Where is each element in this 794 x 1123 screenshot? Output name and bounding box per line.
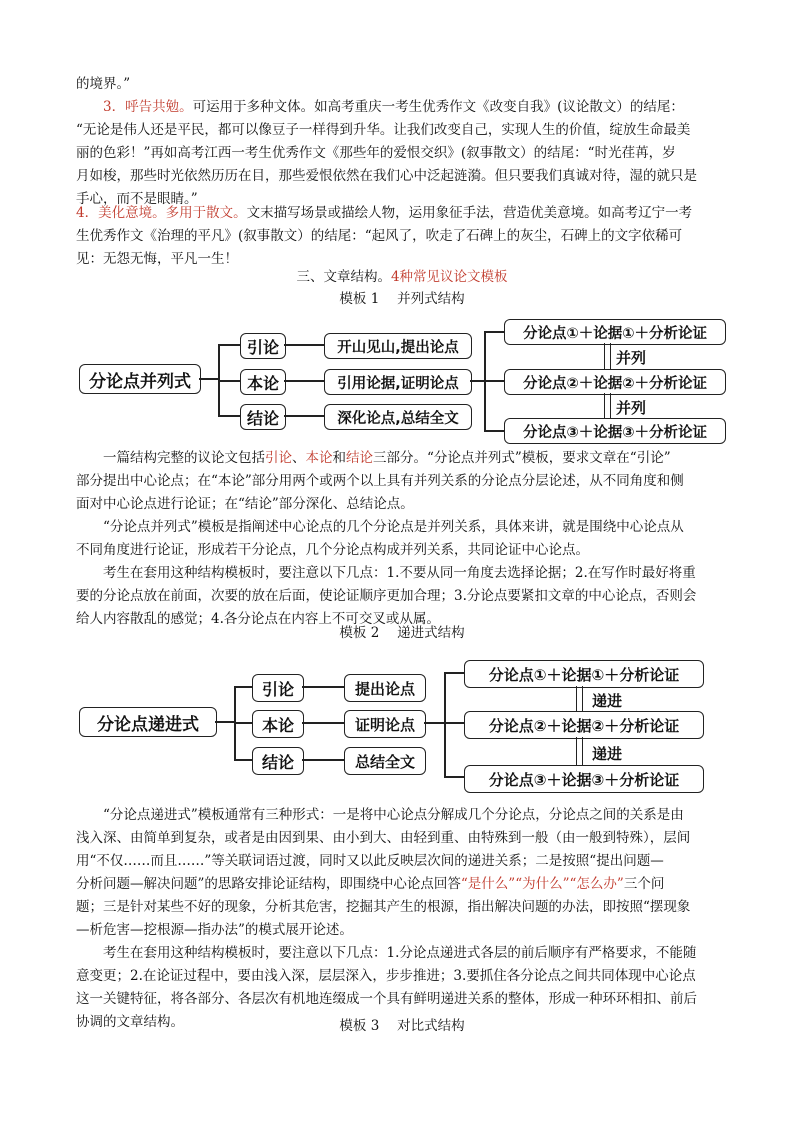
- double-connector: [604, 343, 611, 369]
- highlight-jielun: 结论: [346, 450, 373, 466]
- detail-box: 证明论点: [344, 710, 426, 738]
- part-box-yinlun: 引论: [252, 674, 304, 702]
- connector-line: [302, 759, 344, 761]
- connector-line: [284, 380, 324, 382]
- text-line: 给人内容散乱的感觉；4.各分论点在内容上不可交叉或从属。: [76, 611, 440, 627]
- sub-point-box: 分论点①＋论据①＋分析论证: [504, 319, 726, 345]
- section-title-highlight: 4种常见议论文模板: [390, 269, 508, 285]
- text: 一篇结构完整的议论文包括: [103, 450, 265, 466]
- part-box-benlun: 本论: [252, 710, 304, 738]
- connector-label: 递进: [592, 692, 623, 710]
- text-line: 协调的文章结构。: [76, 1014, 184, 1030]
- p4-text: 见：无怨无悔，平凡一生！: [76, 251, 238, 267]
- text-line: [76, 73, 728, 96]
- line0: 的境界。”: [76, 76, 131, 92]
- text-line: 浅入深、由简单到复杂，或者是由因到果、由小到大、由轻到重、由特殊到一般（由一般到特殊），层间: [76, 830, 691, 846]
- part-box-jielun: 结论: [240, 404, 286, 430]
- paragraph-3: [76, 96, 728, 119]
- template1-paragraph-3: 考生在套用这种结构模板时，要注意以下几点：1.不要从同一角度去选择论据；2.在写作时最好将重: [103, 565, 696, 581]
- connector-line: [218, 415, 240, 417]
- connector-line: [218, 380, 240, 382]
- p4-number: 4．美化意境。多用于散文。: [76, 205, 247, 221]
- p3-number: 3．呼告共勉。: [103, 99, 193, 115]
- p4-text: 生优秀作文《治理的平凡》(叙事散文）的结尾：“起风了，吹走了石碑上的灰尘，石碑上的文字依稀可: [76, 228, 683, 244]
- connector-line: [444, 722, 464, 724]
- connector-line: [444, 672, 446, 778]
- detail-box: 深化论点,总结全文: [324, 404, 472, 430]
- text-line: [76, 119, 728, 142]
- connector-label: 并列: [616, 399, 647, 417]
- text-line: [76, 165, 728, 188]
- template1-caption: 模板 1 并列式结构: [339, 291, 465, 307]
- text-line: 题；三是针对某些不好的现象，分析其危害，挖掘其产生的根源，指出解决问题的办法，即按照“摆现象: [76, 899, 691, 915]
- double-connector: [576, 737, 583, 765]
- template3-caption: 模板 3 对比式结构: [339, 1018, 465, 1034]
- connector-line: [470, 380, 484, 382]
- connector-line: [284, 344, 324, 346]
- connector-line: [234, 722, 252, 724]
- connector-line: [302, 722, 344, 724]
- template2-diagram: [68, 650, 732, 798]
- template2-caption: 模板 2 递进式结构: [339, 625, 465, 641]
- text: 和: [332, 450, 346, 466]
- template1-paragraph-2: “分论点并列式”模板是指阐述中心论点的几个分论点是并列关系，具体来讲，就是围绕中心论点从: [103, 519, 684, 535]
- text: 分析问题—解决问题”的思路安排论证结构，即围绕中心论点回答: [76, 876, 461, 892]
- connector-line: [484, 430, 504, 432]
- p3-text: 手心，而不是眼睛。”: [76, 191, 198, 207]
- connector-line: [234, 686, 252, 688]
- connector-line: [484, 331, 504, 333]
- text-line: 不同角度进行论证，形成若干分论点，几个分论点构成并列关系，共同论证中心论点。: [76, 542, 589, 558]
- text-line: 意变更；2.在论证过程中，要由浅入深，层层深入，步步推进；3.要抓住各分论点之间共同体现中心论点: [76, 968, 696, 984]
- connector-line: [284, 415, 324, 417]
- text-line: 这一关键特征，将各部分、各层次有机地连缀成一个具有鲜明递进关系的整体，形成一种环环相扣、前后: [76, 991, 697, 1007]
- text-line: [76, 225, 728, 248]
- highlight-benlun: 本论: [305, 450, 333, 466]
- text: 、: [292, 450, 306, 466]
- root-box: 分论点并列式: [79, 364, 201, 394]
- text-line: 用“不仅……而且……”等关联词语过渡，同时又以此反映层次间的递进关系；二是按照“提出问题—: [76, 853, 664, 869]
- highlight-yinlun: 引论: [265, 450, 292, 466]
- double-connector: [604, 393, 611, 418]
- connector-line: [444, 776, 464, 778]
- paragraph-4: [76, 202, 728, 225]
- detail-box: 总结全文: [344, 747, 426, 775]
- text: 三个问: [623, 876, 665, 892]
- p3-text: “无论是伟人还是平民，都可以像豆子一样得到升华。让我们改变自己，实现人生的价值，绽放生命最美: [76, 122, 691, 138]
- template1-diagram: [68, 308, 732, 446]
- section-title-text: 三、文章结构。: [296, 269, 391, 285]
- sub-point-box: 分论点①＋论据①＋分析论证: [464, 660, 704, 688]
- root-box: 分论点递进式: [79, 707, 217, 737]
- p3-text: 丽的色彩！”再如高考江西一考生优秀作文《那些年的爱恨交织》(叙事散文）的结尾：“时光荏苒，岁: [76, 145, 676, 161]
- template2-paragraph-1: “分论点递进式”模板通常有三种形式：一是将中心论点分解成几个分论点，分论点之间的关系是由: [103, 807, 684, 823]
- part-box-jielun: 结论: [252, 747, 304, 775]
- sub-point-box: 分论点③＋论据③＋分析论证: [504, 418, 726, 444]
- text-line: 面对中心论点进行论证；在“结论”部分深化、总结论点。: [76, 496, 414, 512]
- text: 三部分。“分论点并列式”模板，要求文章在“引论”: [373, 450, 671, 466]
- sub-point-box: 分论点②＋论据②＋分析论证: [464, 711, 704, 739]
- connector-line: [484, 380, 504, 382]
- detail-box: 引用论据,证明论点: [324, 369, 472, 395]
- text-line: [76, 873, 728, 896]
- template1-paragraph-1: [76, 447, 728, 470]
- detail-box: 开山见山,提出论点: [324, 333, 472, 359]
- connector-line: [444, 672, 464, 674]
- detail-box: 提出论点: [344, 674, 426, 702]
- p3-text: 月如梭，那些时光依然历历在目，那些爱恨依然在我们心中泛起涟漪。但只要我们真诚对待，湿的就只是: [76, 168, 697, 184]
- sub-point-box: 分论点②＋论据②＋分析论证: [504, 369, 726, 395]
- double-connector: [576, 686, 583, 711]
- connector-line: [218, 344, 240, 346]
- text-line: [76, 142, 728, 165]
- p4-text: 文末描写场景或描绘人物，运用象征手法，营造优美意境。如高考辽宁一考: [246, 205, 693, 221]
- connector-label: 并列: [616, 349, 647, 367]
- connector-line: [215, 721, 235, 723]
- connector-line: [424, 722, 444, 724]
- connector-line: [234, 759, 252, 761]
- connector-line: [302, 686, 344, 688]
- part-box-benlun: 本论: [240, 369, 286, 395]
- connector-line: [199, 378, 219, 380]
- highlight-questions: “是什么”“为什么”“怎么办”: [460, 876, 624, 892]
- text-line: 要的分论点放在前面，次要的放在后面，使论证顺序更加合理；3.分论点要紧扣文章的中心论点，否则会: [76, 588, 697, 604]
- text-line: 部分提出中心论点；在“本论”部分用两个或两个以上具有并列关系的分论点分层论述，从不同角度和侧: [76, 473, 684, 489]
- section-title: [76, 266, 728, 288]
- part-box-yinlun: 引论: [240, 333, 286, 359]
- text-line: —析危害—挖根源—指办法”的模式展开论述。: [76, 922, 353, 938]
- connector-label: 递进: [592, 745, 623, 763]
- template2-paragraph-2: 考生在套用这种结构模板时，要注意以下几点：1.分论点递进式各层的前后顺序有严格要求，不能随: [103, 945, 697, 961]
- sub-point-box: 分论点③＋论据③＋分析论证: [464, 765, 704, 793]
- p3-text: 可运用于多种文体。如高考重庆一考生优秀作文《改变自我》(议论散文）的结尾：: [192, 99, 684, 115]
